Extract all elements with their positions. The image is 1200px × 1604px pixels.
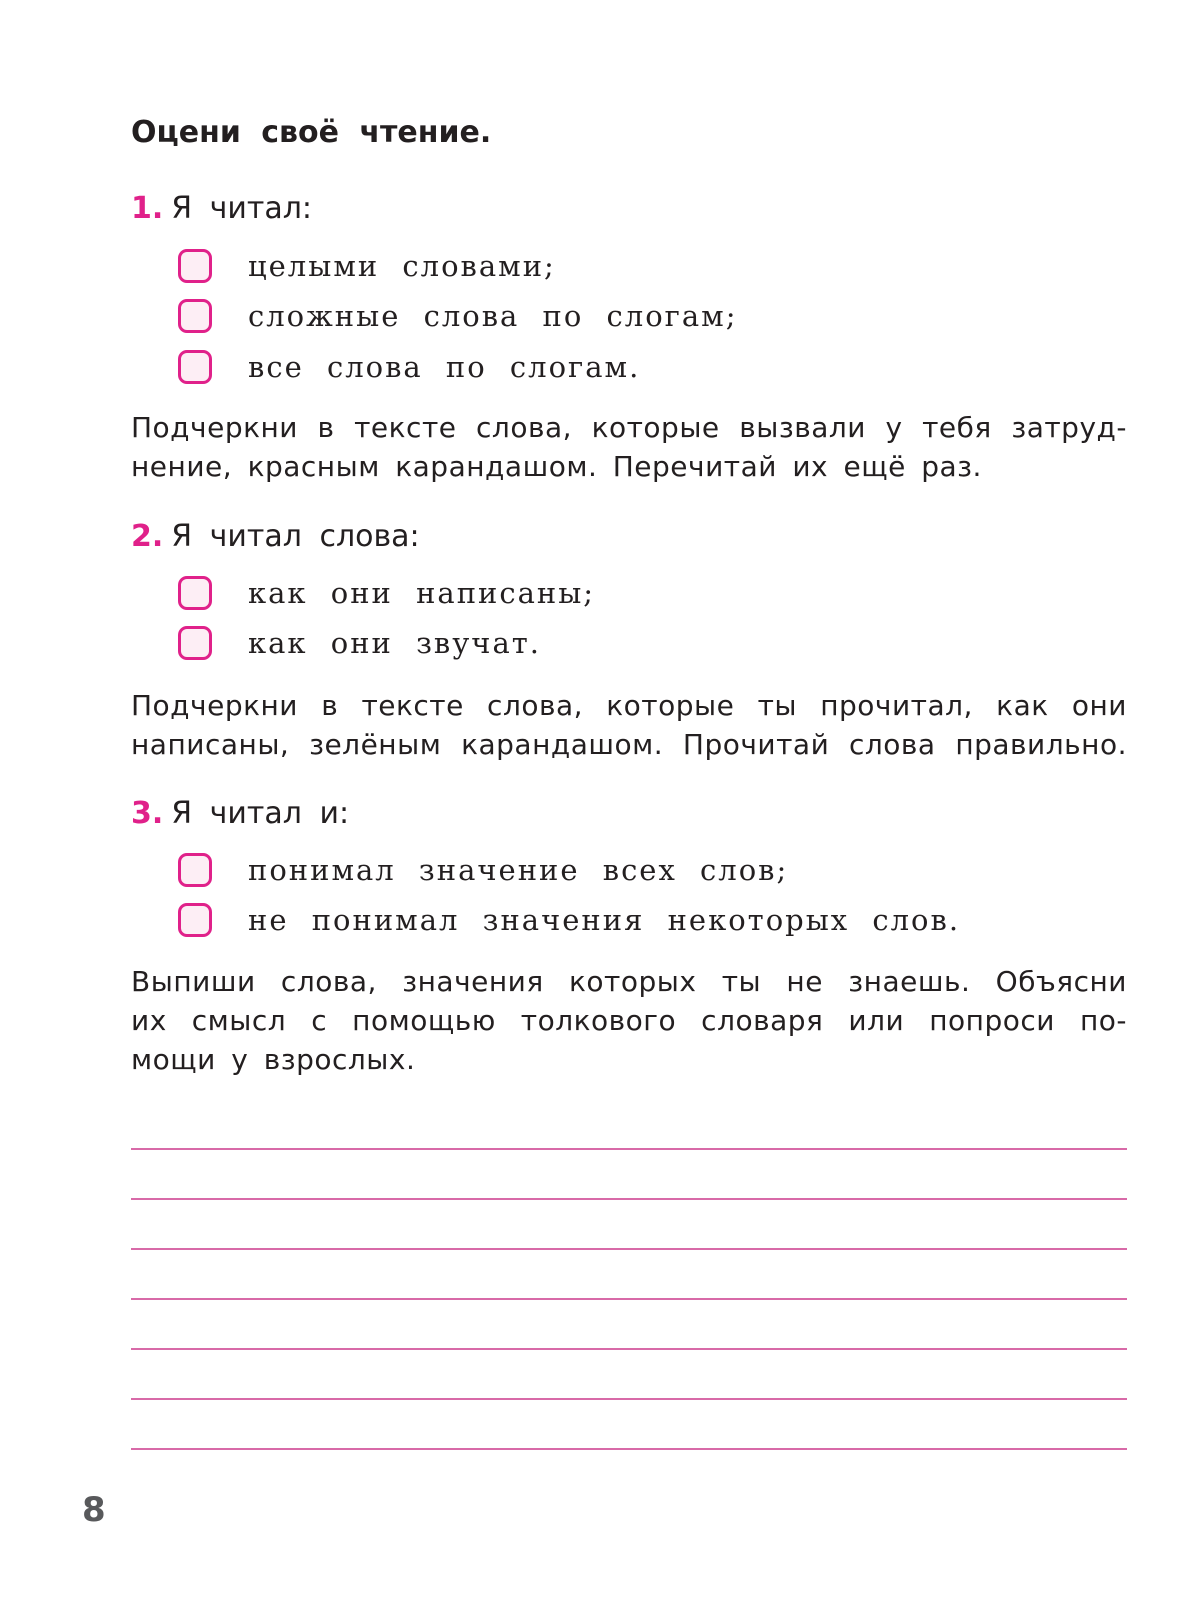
instruction-line: нение, красным карандашом. Перечитай их ещё раз.	[131, 450, 982, 483]
instruction-line: Выпиши слова, значения которых ты не знаешь. Объясни	[131, 965, 1127, 998]
option-label: целыми словами;	[248, 249, 556, 283]
checkbox[interactable]	[178, 903, 212, 937]
question-1-prompt: Я читал:	[171, 191, 313, 226]
checkbox[interactable]	[178, 853, 212, 887]
option-label: все слова по слогам.	[248, 350, 641, 384]
writing-line[interactable]	[131, 1198, 1127, 1200]
question-2-heading	[131, 518, 420, 556]
page-number: 8	[82, 1490, 106, 1530]
checkbox[interactable]	[178, 249, 212, 283]
question-1-option-2[interactable]	[178, 295, 738, 337]
question-3-number: 3.	[131, 796, 164, 831]
question-2-option-2[interactable]	[178, 622, 541, 664]
question-3-heading	[131, 795, 349, 833]
page-title: Оцени своё чтение.	[131, 115, 492, 150]
option-label: как они звучат.	[248, 626, 542, 660]
question-3-option-2[interactable]	[178, 899, 960, 941]
question-2-option-1[interactable]	[178, 572, 595, 614]
option-label: не понимал значения некоторых слов.	[248, 903, 961, 937]
option-label: как они написаны;	[248, 576, 596, 610]
checkbox[interactable]	[178, 576, 212, 610]
checkbox[interactable]	[178, 626, 212, 660]
writing-line[interactable]	[131, 1448, 1127, 1450]
instruction-line: Подчеркни в тексте слова, которые ты прочитал, как они	[131, 689, 1127, 722]
instruction-line: Подчеркни в тексте слова, которые вызвали у тебя затруд-	[131, 411, 1127, 444]
question-3-instruction	[131, 962, 1127, 1079]
writing-line[interactable]	[131, 1248, 1127, 1250]
option-label: сложные слова по слогам;	[248, 299, 738, 333]
writing-line[interactable]	[131, 1398, 1127, 1400]
question-3-prompt: Я читал и:	[171, 796, 350, 831]
checkbox[interactable]	[178, 299, 212, 333]
question-1-heading	[131, 190, 312, 228]
question-1-option-1[interactable]	[178, 245, 556, 287]
question-2-prompt: Я читал слова:	[171, 519, 420, 554]
instruction-line: мощи у взрослых.	[131, 1043, 416, 1076]
instruction-line: написаны, зелёным карандашом. Прочитай слова правильно.	[131, 728, 1127, 761]
option-label: понимал значение всех слов;	[248, 853, 789, 887]
question-1-instruction	[131, 408, 1127, 486]
question-2-number: 2.	[131, 519, 164, 554]
question-1-number: 1.	[131, 191, 164, 226]
writing-line[interactable]	[131, 1298, 1127, 1300]
writing-line[interactable]	[131, 1148, 1127, 1150]
question-1-option-3[interactable]	[178, 346, 640, 388]
question-2-instruction	[131, 686, 1127, 764]
checkbox[interactable]	[178, 350, 212, 384]
instruction-line: их смысл с помощью толкового словаря или попроси по-	[131, 1004, 1127, 1037]
question-3-option-1[interactable]	[178, 849, 788, 891]
writing-line[interactable]	[131, 1348, 1127, 1350]
answer-writing-area[interactable]	[131, 1148, 1127, 1498]
